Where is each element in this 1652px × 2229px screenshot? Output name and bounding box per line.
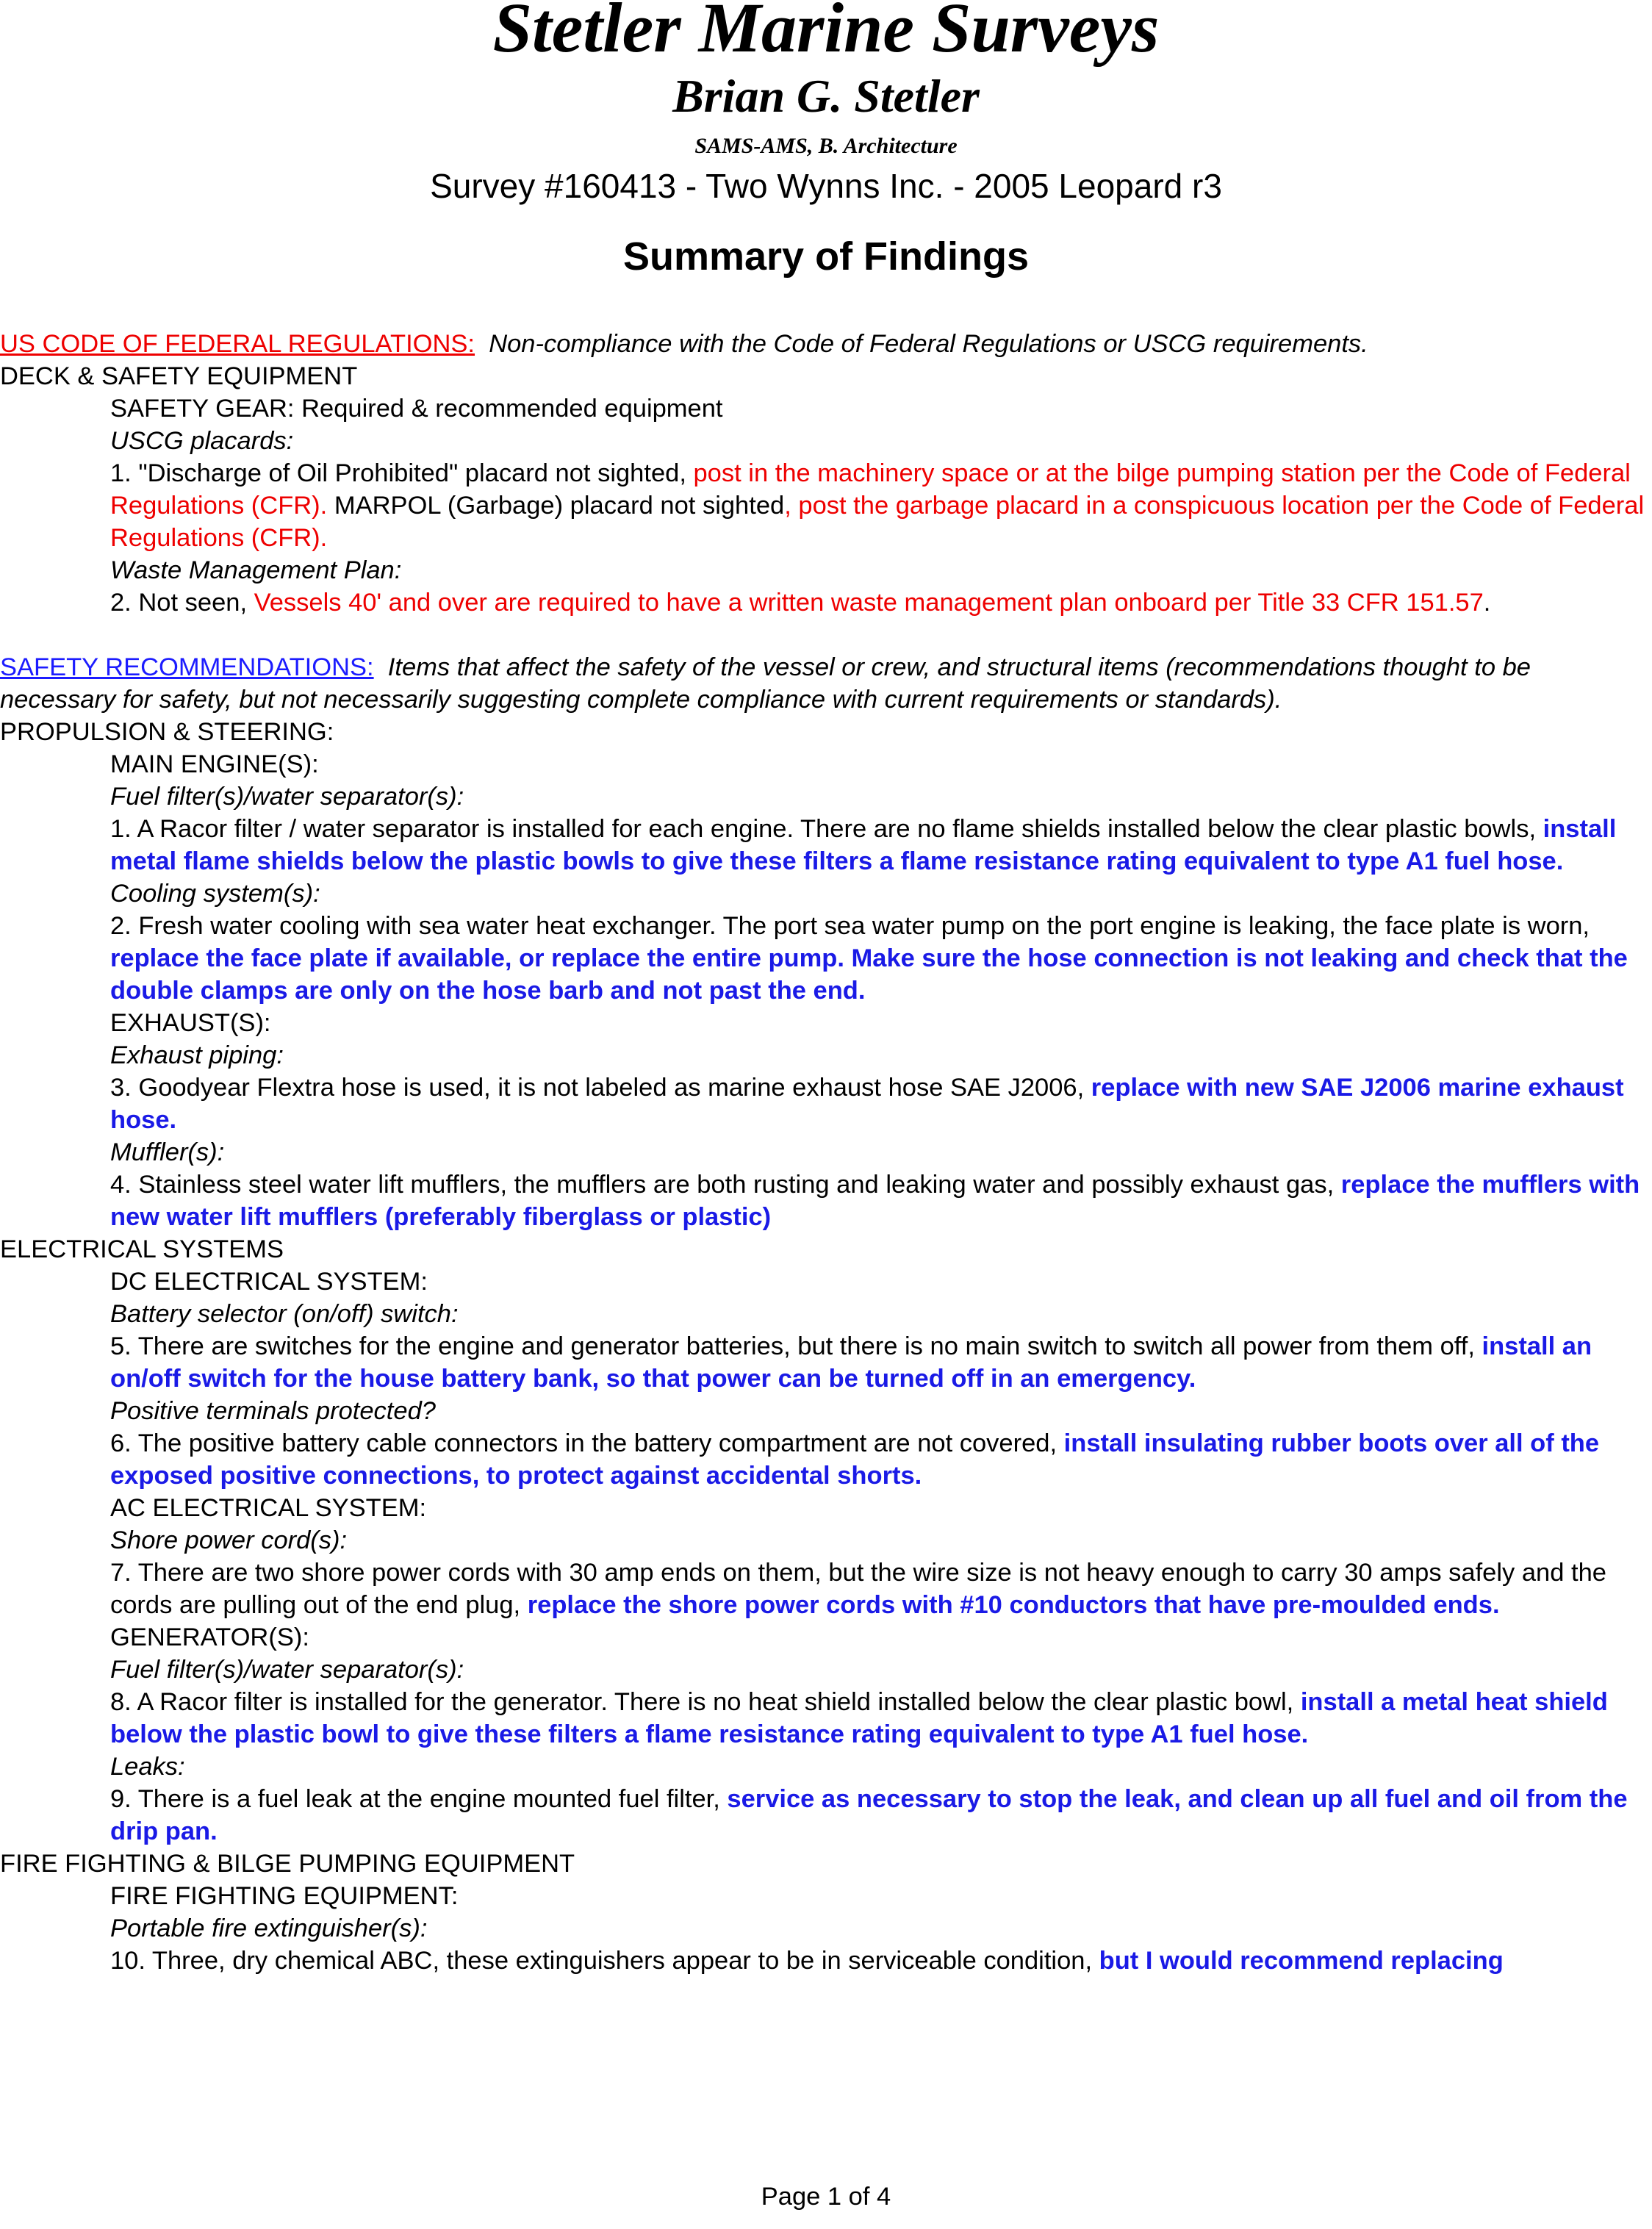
finding-item [0, 457, 1652, 554]
finding-text: 10. Three, dry chemical ABC, these extinguishers appear to be in serviceable condition, [110, 1947, 1099, 1975]
subsection-heading: EXHAUST(S): [110, 1009, 271, 1037]
surveyor-credentials: SAMS-AMS, B. Architecture [694, 134, 958, 158]
finding-text: 1. "Discharge of Oil Prohibited" placard not sighted, [110, 459, 694, 487]
finding-text: 1. A Racor filter / water separator is installed for each engine. There are no flame shields installed below the clear plastic bowls, [110, 815, 1543, 843]
category-label: Exhaust piping: [110, 1041, 284, 1069]
surveyor-name: Brian G. Stetler [672, 70, 980, 122]
category-label: Leaks: [110, 1753, 185, 1781]
category-label: Waste Management Plan: [110, 556, 402, 584]
recommendation-text: service as necessary to stop the leak, and clean up all fuel and oil from the drip pan. [110, 1785, 1628, 1845]
category-label: Portable fire extinguisher(s): [110, 1914, 428, 1942]
recommendation-text: install a metal heat shield below the plastic bowl to give these filters a flame resistance rating equivalent to type A1 fuel hose. [110, 1688, 1608, 1748]
safety-description: Items that affect the safety of the vessel or crew, and structural items (recommendations thought to be necessary for safety, but not necessarily suggesting complete compliance with current requirements or standards). [0, 653, 1531, 714]
category-label: Fuel filter(s)/water separator(s): [110, 783, 464, 811]
finding-text: 2. Fresh water cooling with sea water heat exchanger. The port sea water pump on the port engine is leaking, the face plate is worn, [110, 912, 1590, 940]
category-label: Positive terminals protected? [110, 1397, 436, 1425]
category-label: Battery selector (on/off) switch: [110, 1300, 459, 1328]
finding-item [0, 1072, 1652, 1136]
category-label: Cooling system(s): [110, 880, 320, 908]
summary-title: Summary of Findings [622, 234, 1030, 279]
subsection-heading: AC ELECTRICAL SYSTEM: [110, 1494, 427, 1522]
recommendation-text: install an on/off switch for the house battery bank, so that power can be turned off in an emergency. [110, 1332, 1592, 1393]
regulation-text: Vessels 40' and over are required to have a written waste management plan onboard per Title 33 CFR 151.57 [254, 589, 1484, 617]
subsection-heading: FIRE FIGHTING EQUIPMENT: [110, 1882, 459, 1910]
finding-text: 8. A Racor filter is installed for the generator. There is no heat shield installed below the clear plastic bowl, [110, 1688, 1301, 1716]
finding-item [0, 1557, 1652, 1621]
recommendation-text: replace the shore power cords with #10 conductors that have pre-moulded ends. [527, 1591, 1500, 1619]
section-heading: ELECTRICAL SYSTEMS [0, 1235, 284, 1263]
recommendation-text: replace the mufflers with new water lift mufflers (preferably fiberglass or plastic) [110, 1171, 1640, 1231]
findings-body [0, 328, 1652, 1977]
cfr-description: Non-compliance with the Code of Federal Regulations or USCG requirements. [489, 330, 1368, 358]
finding-item [0, 1169, 1652, 1233]
recommendation-text: but I would recommend replacing [1099, 1947, 1504, 1975]
regulation-text: post in the machinery space or at the bilge pumping station per the Code of Federal Regulations (CFR). [110, 459, 1631, 520]
recommendation-text: install insulating rubber boots over all of the exposed positive connections, to protect against accidental shorts. [110, 1429, 1600, 1490]
finding-item [0, 910, 1652, 1007]
survey-line: Survey #160413 - Two Wynns Inc. - 2005 Leopard r3 [430, 167, 1222, 205]
company-name: Stetler Marine Surveys [492, 0, 1160, 67]
finding-text: 7. There are two shore power cords with 30 amp ends on them, but the wire size is not heavy enough to carry 30 amps safely and the cords are pulling out of the end plug, [110, 1559, 1606, 1619]
subsection-heading: GENERATOR(S): [110, 1623, 309, 1651]
subsection-heading: MAIN ENGINE(S): [110, 750, 319, 778]
safety-heading: SAFETY RECOMMENDATIONS: [0, 653, 374, 681]
recommendation-text: replace the face plate if available, or replace the entire pump. Make sure the hose connection is not leaking and check that the double clamps are only on the hose barb and not past the end. [110, 944, 1628, 1005]
cfr-heading: US CODE OF FEDERAL REGULATIONS: [0, 330, 475, 358]
cfr-heading-line [0, 328, 1652, 360]
section-heading: DECK & SAFETY EQUIPMENT [0, 362, 358, 390]
finding-item [0, 586, 1652, 619]
section-heading: PROPULSION & STEERING: [0, 718, 334, 746]
finding-text: . [1483, 589, 1491, 617]
subsection-heading: DC ELECTRICAL SYSTEM: [110, 1268, 428, 1296]
regulation-text: , post the garbage placard in a conspicuous location per the Code of Federal Regulations (CFR). [110, 492, 1645, 552]
finding-item [0, 1783, 1652, 1848]
finding-text: 6. The positive battery cable connectors in the battery compartment are not covered, [110, 1429, 1064, 1457]
finding-text: 3. Goodyear Flextra hose is used, it is not labeled as marine exhaust hose SAE J2006, [110, 1074, 1091, 1102]
spacer [0, 619, 1652, 651]
finding-text: 4. Stainless steel water lift mufflers, the mufflers are both rusting and leaking water and possibly exhaust gas, [110, 1171, 1341, 1199]
finding-text: 2. Not seen, [110, 589, 254, 617]
subsection-heading: SAFETY GEAR: Required & recommended equipment [110, 395, 723, 423]
category-label: Muffler(s): [110, 1138, 225, 1166]
finding-text: 5. There are switches for the engine and generator batteries, but there is no main switch to switch all power from them off, [110, 1332, 1482, 1360]
finding-item [0, 813, 1652, 877]
section-heading: FIRE FIGHTING & BILGE PUMPING EQUIPMENT [0, 1850, 575, 1878]
page-number: Page 1 of 4 [761, 2183, 891, 2211]
recommendation-text: replace with new SAE J2006 marine exhaust hose. [110, 1074, 1624, 1134]
safety-heading-line [0, 651, 1652, 716]
finding-item [0, 1945, 1652, 1977]
finding-text: MARPOL (Garbage) placard not sighted [327, 492, 785, 520]
category-label: Fuel filter(s)/water separator(s): [110, 1656, 464, 1684]
category-label: Shore power cord(s): [110, 1526, 348, 1554]
finding-item [0, 1686, 1652, 1751]
recommendation-text: install metal flame shields below the plastic bowls to give these filters a flame resistance rating equivalent to type A1 fuel hose. [110, 815, 1617, 875]
finding-item [0, 1330, 1652, 1395]
category-label: USCG placards: [110, 427, 294, 455]
finding-text: 9. There is a fuel leak at the engine mounted fuel filter, [110, 1785, 728, 1813]
finding-item [0, 1427, 1652, 1492]
